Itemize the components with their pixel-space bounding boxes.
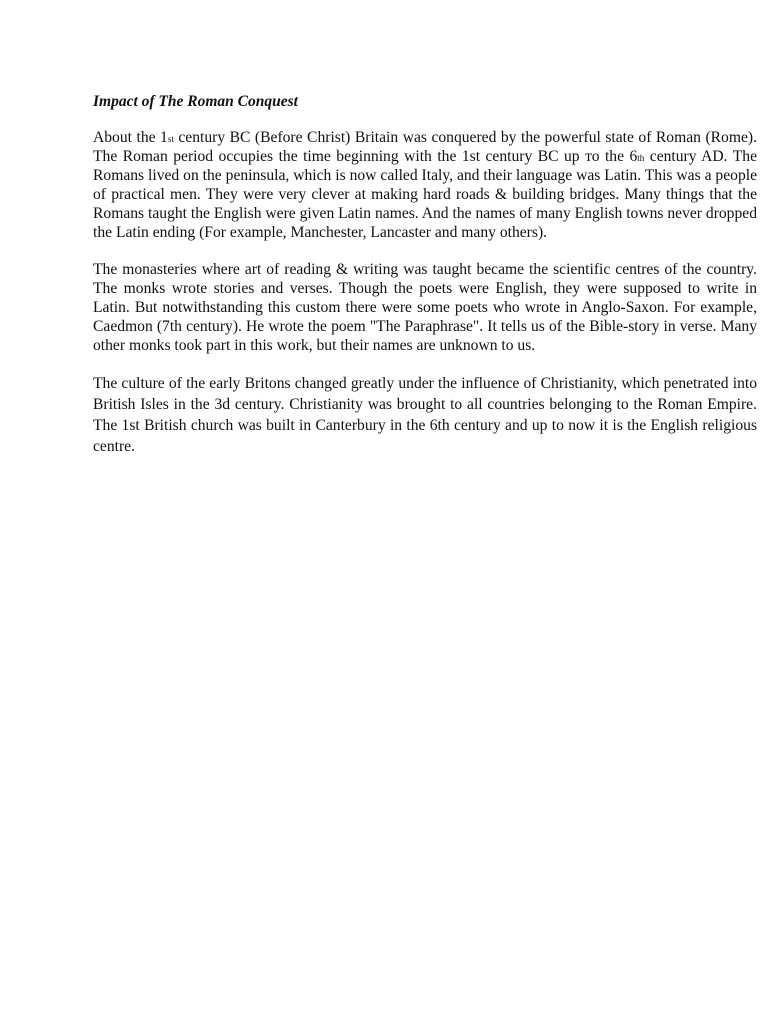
- paragraph1-text-middle: century BC (Before Christ) Britain was conquered by the powerful state of Roman (Rome). The Roman period occupies the time beginning with the 1st century BC up то the 6: [93, 129, 757, 165]
- paragraph-roman-conquest: [93, 128, 757, 242]
- paragraph1-text-start: About the 1: [93, 129, 168, 146]
- ordinal-suffix-1: st: [167, 134, 174, 144]
- paragraph1-text-end: century AD. The Romans lived on the peninsula, which is now called Italy, and their language was Latin. This was a people of practical men. They were very clever at making hard roads & building bridges. Many things that the Romans taught the English were given Latin names. And the names of many English towns never dropped the Latin ending (For example, Manchester, Lancaster and many others).: [93, 148, 757, 241]
- paragraph-monasteries: The monasteries where art of reading & writing was taught became the scientific centres of the country. The monks wrote stories and verses. Though the poets were English, they were supposed to write in Latin. But notwithstanding this custom there were some poets who wrote in Anglo-Saxon. For example, Caedmon (7th century). He wrote the poem "The Paraphrase". It tells us of the Bible-story in verse. Many other monks took part in this work, but their names are unknown to us.: [93, 261, 757, 354]
- ordinal-suffix-2: th: [637, 153, 645, 163]
- document-title: Impact of The Roman Conquest: [93, 93, 298, 110]
- document-content: [93, 92, 757, 475]
- paragraph-christianity: The culture of the early Britons changed greatly under the influence of Christianity, which penetrated into British Isles in the 3d century. Christianity was brought to all countries belonging to the Roman Empire. The 1st British church was built in Canterbury in the 6th century and up to now it is the English religious centre.: [93, 375, 757, 455]
